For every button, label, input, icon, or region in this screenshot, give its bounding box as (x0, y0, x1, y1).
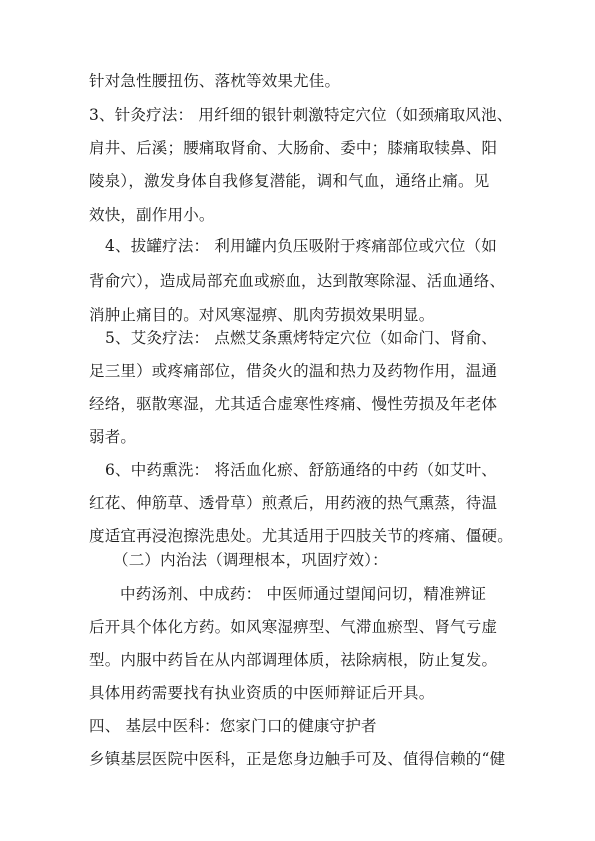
text-line-4: 陵泉），激发身体自我修复潜能，调和气血，通络止痛。见 (89, 172, 490, 190)
text-line-13: 6、中药熏洗： 将活血化瘀、舒筋通络的中药（如艾叶、 (105, 461, 497, 479)
section-heading-four: 四、 基层中医科：您家门口的健康守护者 (89, 717, 377, 735)
text-line-10: 足三里）或疼痛部位，借灸火的温和热力及药物作用，温通 (89, 362, 498, 380)
text-line-20: 具体用药需要找有执业资质的中医师辩证后开具。 (89, 684, 435, 702)
text-line-8: 消肿止痛目的。对风寒湿痹、肌肉劳损效果明显。 (89, 306, 435, 324)
text-line-2: 3、针灸疗法： 用纤细的银针刺激特定穴位（如颈痛取风池、 (89, 106, 513, 124)
text-line-9: 5、艾灸疗法： 点燃艾条熏烤特定穴位（如命门、肾俞、 (105, 329, 497, 347)
text-line-3: 肩井、后溪；腰痛取肾俞、大肠俞、委中；膝痛取犊鼻、阳 (89, 139, 498, 157)
text-line-15: 度适宜再浸泡擦洗患处。尤其适用于四肢关节的疼痛、僵硬。 (89, 527, 513, 545)
text-line-6: 4、拔罐疗法： 利用罐内负压吸附于疼痛部位或穴位（如 (105, 237, 497, 255)
text-line-5: 效快，副作用小。 (89, 206, 215, 224)
text-line-18: 后开具个体化方药。如风寒湿痹型、气滞血瘀型、肾气亏虚 (89, 618, 498, 636)
text-line-12: 弱者。 (89, 428, 137, 446)
section-heading-internal: （二）内治法（调理根本，巩固疗效）： (113, 551, 388, 569)
text-line-11: 经络，驱散寒湿，尤其适合虚寒性疼痛、慢性劳损及年老体 (89, 395, 498, 413)
text-line-22: 乡镇基层医院中医科，正是您身边触手可及、值得信赖的“健 (89, 750, 506, 768)
text-line-1: 针对急性腰扭伤、落枕等效果尤佳。 (89, 72, 341, 90)
text-line-19: 型。内服中药旨在从内部调理体质，祛除病根，防止复发。 (89, 651, 498, 669)
text-line-17: 中药汤剂、中成药： 中医师通过望闻问切，精准辨证 (120, 585, 487, 603)
text-line-7: 背俞穴），造成局部充血或瘀血，达到散寒除湿、活血通络、 (89, 272, 506, 290)
text-line-14: 红花、伸筋草、透骨草）煎煮后，用药液的热气熏蒸，待温 (89, 494, 498, 512)
